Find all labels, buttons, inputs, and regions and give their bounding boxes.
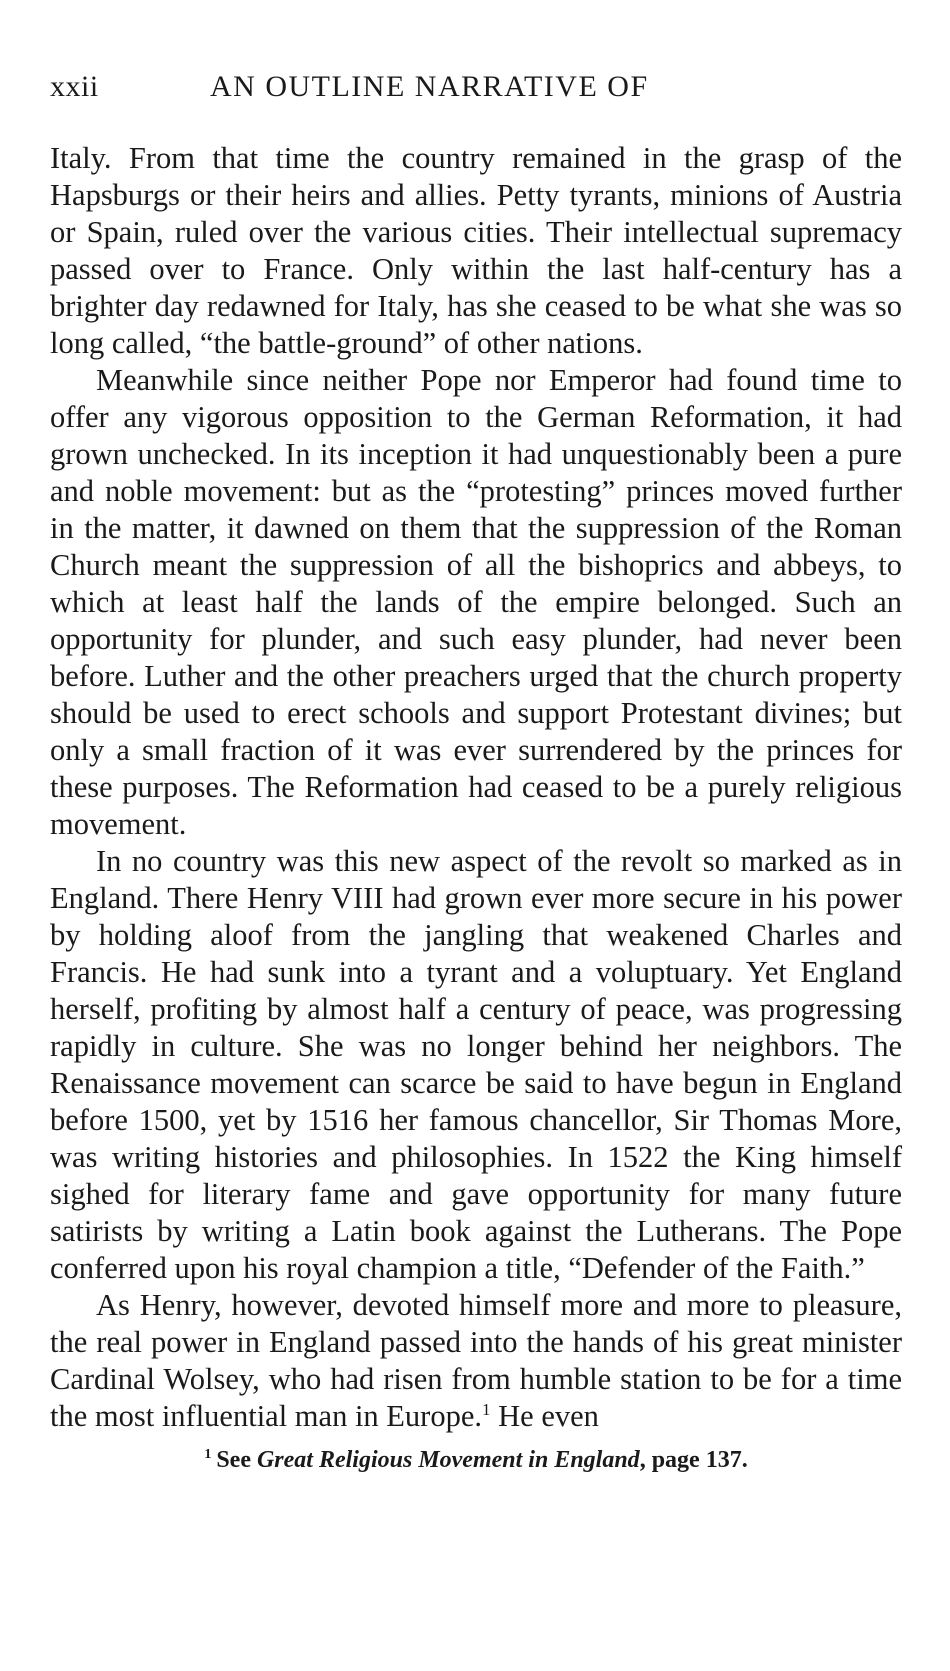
- paragraph-2: Meanwhile since neither Pope nor Emperor had found time to offer any vigorous opposition to the German Reformation, it had grown unchecked. In its inception it had unquestionably been a pure and noble movement: but as the “protesting” princes moved further in the matter, it dawned on them that the suppression of the Roman Church meant the suppression of all the bishoprics and abbeys, to which at least half the lands of the empire belonged. Such an opportunity for plunder, and such easy plunder, had never been before. Luther and the other preachers urged that the church property should be used to erect schools and support Protestant divines; but only a small fraction of it was ever surrendered by the princes for these purposes. The Reformation had ceased to be a purely religious movement.: [50, 363, 902, 841]
- paragraph-4: [50, 1287, 902, 1435]
- page-number: xxii: [50, 70, 99, 103]
- page-header: [50, 70, 902, 116]
- footnote-mark: 1: [204, 1447, 212, 1462]
- footnote-book-title: Great Religious Movement in England: [256, 1447, 640, 1473]
- paragraph-1: Italy. From that time the country remained in the grasp of the Hapsburgs or their heirs and allies. Petty tyrants, minions of Austria or Spain, ruled over the various cities. Their intellectual supremacy passed over to France. Only within the last half-century has a brighter day redawned for Italy, has she ceased to be what she was so long called, “the battle-ground” of other nations.: [50, 141, 902, 360]
- body-text: [50, 140, 902, 1435]
- footnote: [50, 1445, 902, 1475]
- book-page: [50, 70, 902, 1475]
- paragraph-4-continuation: He even: [490, 1399, 599, 1433]
- paragraph-3: In no country was this new aspect of the revolt so marked as in England. There Henry VIII had grown ever more secure in his power by holding aloof from the jangling that weakened Charles and Francis. He had sunk into a tyrant and a voluptuary. Yet England herself, profiting by almost half a century of peace, was progressing rapidly in culture. She was no longer behind her neighbors. The Renaissance movement can scarce be said to have begun in England before 1500, yet by 1516 her famous chancellor, Sir Thomas More, was writing histories and philosophies. In 1522 the King himself sighed for literary fame and gave opportunity for many future satirists by writing a Latin book against the Lutherans. The Pope conferred upon his royal champion a title, “Defender of the Faith.”: [50, 844, 902, 1285]
- footnote-reference[interactable]: 1: [482, 1399, 491, 1419]
- footnote-prefix: See: [216, 1447, 257, 1473]
- footnote-suffix: , page 137.: [639, 1447, 748, 1473]
- paragraph-4-text: As Henry, however, devoted himself more and more to pleasure, the real power in England passed into the hands of his great minister Cardinal Wolsey, who had risen from humble station to be for a time the most influential man in Europe.: [50, 1288, 902, 1433]
- running-title: AN OUTLINE NARRATIVE OF: [210, 70, 649, 103]
